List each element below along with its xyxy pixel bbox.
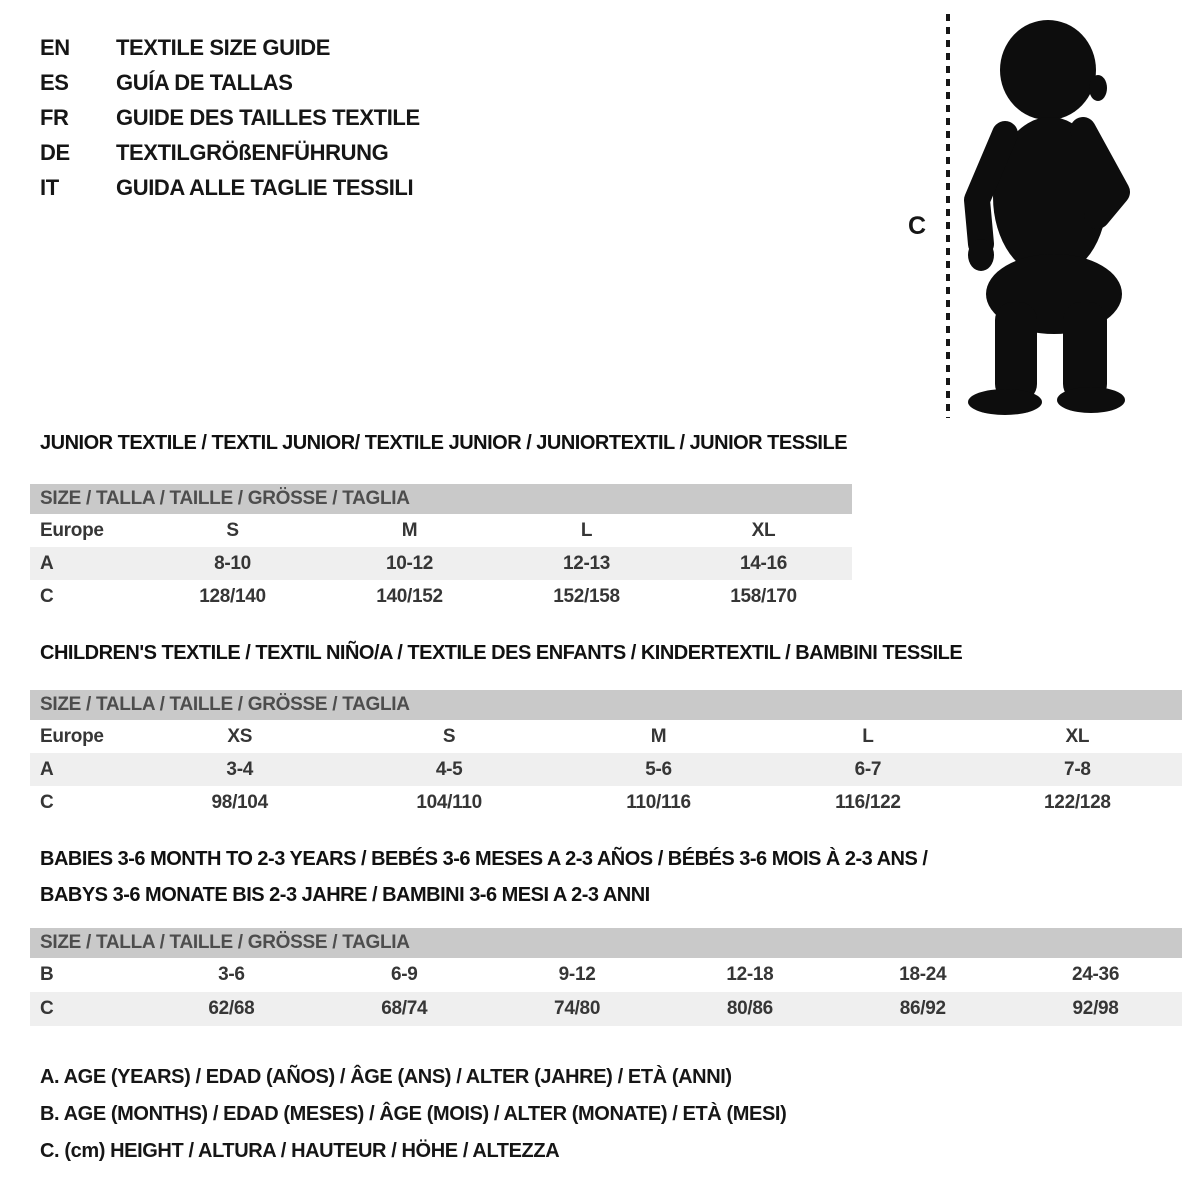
height-value: 104/110: [416, 791, 482, 813]
junior-europe-row: [30, 514, 852, 547]
age-value: 8-10: [214, 552, 251, 574]
size-col: S: [442, 725, 456, 747]
age-value: 14-16: [739, 552, 788, 574]
row-label: A: [40, 552, 54, 574]
babies-title-line1: BABIES 3-6 MONTH TO 2-3 YEARS / BEBÉS 3-6 MESES A 2-3 AÑOS / BÉBÉS 3-6 MOIS À 2-3 ANS /: [40, 848, 928, 870]
months-value: 6-9: [390, 964, 418, 985]
row-label: C: [40, 791, 54, 813]
height-value: 110/116: [626, 791, 691, 813]
height-value: 140/152: [376, 585, 443, 607]
height-value: 152/158: [553, 585, 620, 607]
months-value: 3-6: [218, 964, 245, 985]
children-age-row: [30, 753, 1182, 786]
language-code: DE: [40, 139, 70, 165]
language-code: EN: [40, 34, 70, 60]
height-value: 158/170: [730, 585, 797, 607]
row-label: C: [40, 998, 54, 1019]
junior-size-table: [30, 484, 852, 613]
language-code: IT: [40, 174, 59, 200]
height-value: 98/104: [211, 791, 268, 813]
size-col: M: [401, 519, 418, 541]
row-label: B: [40, 964, 54, 985]
height-value: 122/128: [1044, 791, 1111, 813]
months-value: 9-12: [558, 964, 596, 985]
height-measure-label: C: [908, 212, 927, 240]
height-value: 128/140: [199, 585, 266, 607]
size-col: L: [862, 725, 874, 747]
language-code: ES: [40, 69, 69, 95]
age-value: 6-7: [854, 758, 882, 780]
age-value: 4-5: [435, 758, 463, 780]
row-label: Europe: [40, 725, 104, 747]
children-section-title: CHILDREN'S TEXTILE / TEXTIL NIÑO/A / TEXTILE DES ENFANTS / KINDERTEXTIL / BAMBINI TESSILE: [40, 642, 963, 664]
babies-months-row: [30, 958, 1182, 992]
size-col: S: [226, 519, 239, 541]
children-europe-row: [30, 720, 1182, 753]
size-col: XL: [751, 519, 776, 541]
language-row-de: [40, 135, 420, 170]
size-col: XS: [227, 725, 253, 747]
legend-line-age-months: B. AGE (MONTHS) / EDAD (MESES) / ÂGE (MOIS) / ALTER (MONATE) / ETÀ (MESI): [40, 1103, 787, 1125]
months-value: 18-24: [899, 964, 947, 985]
legend-line-height-cm: C. (cm) HEIGHT / ALTURA / HAUTEUR / HÖHE / ALTEZZA: [40, 1140, 560, 1162]
junior-size-header-bar: SIZE / TALLA / TAILLE / GRÖSSE / TAGLIA: [30, 484, 852, 514]
guide-title-de: TEXTILGRÖßENFÜHRUNG: [116, 139, 389, 165]
babies-size-header-bar: SIZE / TALLA / TAILLE / GRÖSSE / TAGLIA: [30, 928, 1182, 958]
language-row-es: [40, 65, 420, 100]
children-size-table: [30, 690, 1182, 819]
height-value: 86/92: [899, 998, 946, 1019]
row-label: Europe: [40, 519, 104, 541]
toddler-silhouette-icon: [955, 12, 1145, 420]
height-dashed-line: [946, 14, 950, 418]
legend: [40, 1066, 786, 1177]
guide-title-it: GUIDA ALLE TAGLIE TESSILI: [116, 174, 414, 200]
age-value: 12-13: [562, 552, 611, 574]
age-value: 10-12: [385, 552, 434, 574]
guide-title-en: TEXTILE SIZE GUIDE: [116, 34, 331, 60]
language-row-fr: [40, 100, 420, 135]
months-value: 24-36: [1072, 964, 1120, 985]
guide-title-es: GUÍA DE TALLAS: [116, 69, 293, 95]
language-row-it: [40, 170, 420, 205]
row-label: C: [40, 585, 54, 607]
age-value: 7-8: [1064, 758, 1091, 780]
junior-age-row: [30, 547, 852, 580]
size-col: L: [580, 519, 593, 541]
height-value: 92/98: [1072, 998, 1119, 1019]
babies-size-table: [30, 928, 1182, 1026]
size-col: M: [650, 725, 667, 747]
height-value: 68/74: [381, 998, 428, 1019]
babies-height-row: [30, 992, 1182, 1026]
junior-height-row: [30, 580, 852, 613]
children-height-row: [30, 786, 1182, 819]
junior-section-title: JUNIOR TEXTILE / TEXTIL JUNIOR/ TEXTILE JUNIOR / JUNIORTEXTIL / JUNIOR TESSILE: [40, 432, 848, 454]
height-value: 74/80: [554, 998, 601, 1019]
babies-section-title: [40, 848, 927, 920]
language-code: FR: [40, 104, 69, 130]
guide-title-fr: GUIDE DES TAILLES TEXTILE: [116, 104, 420, 130]
age-value: 5-6: [645, 758, 672, 780]
size-col: XL: [1065, 725, 1090, 747]
age-value: 3-4: [226, 758, 253, 780]
babies-title-line2: BABYS 3-6 MONATE BIS 2-3 JAHRE / BAMBINI 3-6 MESI A 2-3 ANNI: [40, 884, 650, 906]
legend-line-age-years: A. AGE (YEARS) / EDAD (AÑOS) / ÂGE (ANS) / ALTER (JAHRE) / ETÀ (ANNI): [40, 1066, 732, 1088]
height-value: 116/122: [835, 791, 901, 813]
row-label: A: [40, 758, 54, 780]
children-size-header-bar: SIZE / TALLA / TAILLE / GRÖSSE / TAGLIA: [30, 690, 1182, 720]
height-value: 80/86: [726, 998, 773, 1019]
height-value: 62/68: [208, 998, 255, 1019]
language-row-en: [40, 30, 420, 65]
months-value: 12-18: [726, 964, 774, 985]
language-list: [40, 30, 420, 205]
